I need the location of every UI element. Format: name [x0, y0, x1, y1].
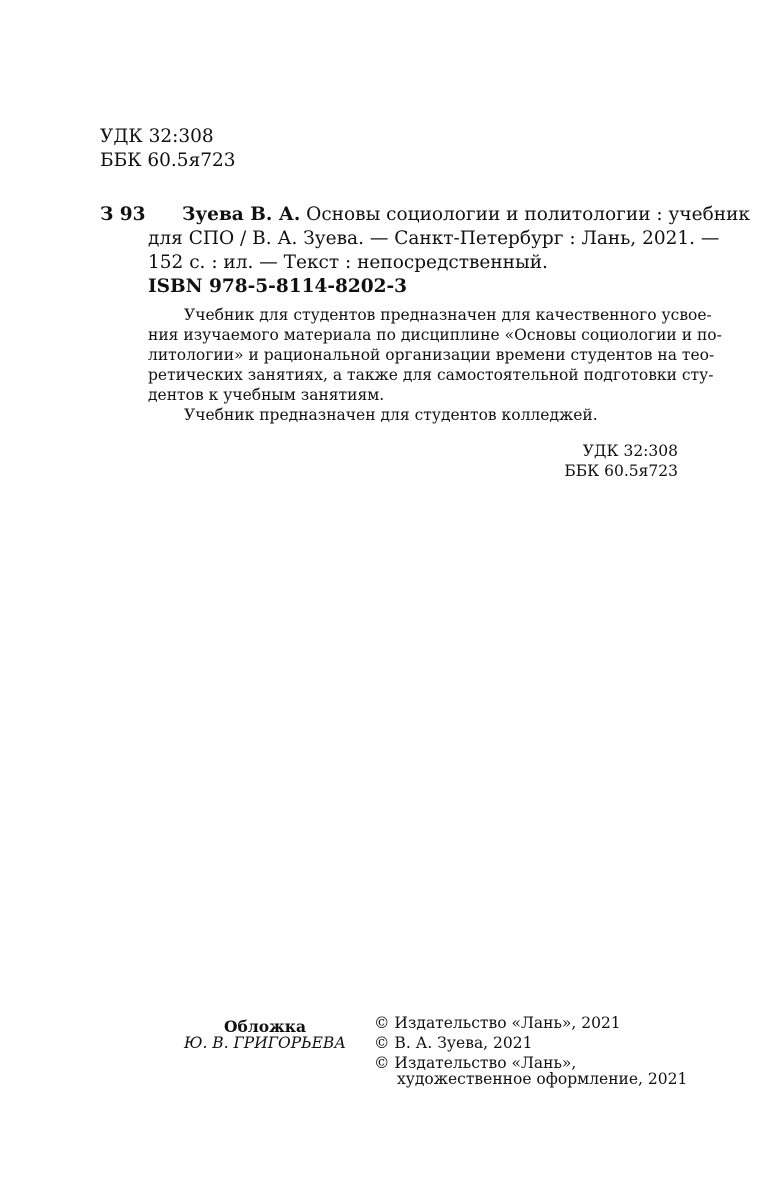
bbk-code-right: ББК 60.5я723	[564, 462, 678, 480]
bbk-code-top: ББК 60.5я723	[100, 150, 236, 171]
copyright-line-3: © Издательство «Лань»,	[374, 1054, 577, 1072]
copyright-line-1: © Издательство «Лань», 2021	[374, 1014, 621, 1032]
copyright-line-4: художественное оформление, 2021	[397, 1070, 688, 1088]
annotation-line: ния изучаемого материала по дисциплине «Основы социологии и по-	[148, 326, 722, 344]
author-name: Зуева В. А.	[182, 204, 301, 225]
isbn: ISBN 978-5-8114-8202-3	[148, 276, 408, 297]
author-mark: З 93	[100, 204, 146, 225]
udk-code-top: УДК 32:308	[100, 126, 214, 147]
udk-code-right: УДК 32:308	[582, 442, 678, 460]
annotation-line: литологии» и рациональной организации времени студентов на тео-	[148, 346, 715, 364]
copyright-line-2: © В. А. Зуева, 2021	[374, 1034, 533, 1052]
cover-designer: Ю. В. ГРИГОРЬЕВА	[183, 1034, 347, 1052]
bibliographic-line-3: 152 с. : ил. — Текст : непосредственный.	[148, 252, 548, 273]
cover-label: Обложка	[224, 1017, 306, 1036]
bibliographic-line-1	[182, 203, 750, 227]
bibliographic-line-2: для СПО / В. А. Зуева. — Санкт-Петербург : Лань, 2021. —	[148, 228, 720, 249]
title-text: Основы социологии и политологии : учебник	[306, 204, 750, 225]
annotation-line: ретических занятиях, а также для самостоятельной подготовки сту-	[148, 366, 714, 384]
audience-note: Учебник предназначен для студентов колледжей.	[184, 406, 598, 424]
annotation-line: Учебник для студентов предназначен для качественного усвое-	[184, 306, 712, 324]
annotation-line: дентов к учебным занятиям.	[148, 386, 385, 404]
